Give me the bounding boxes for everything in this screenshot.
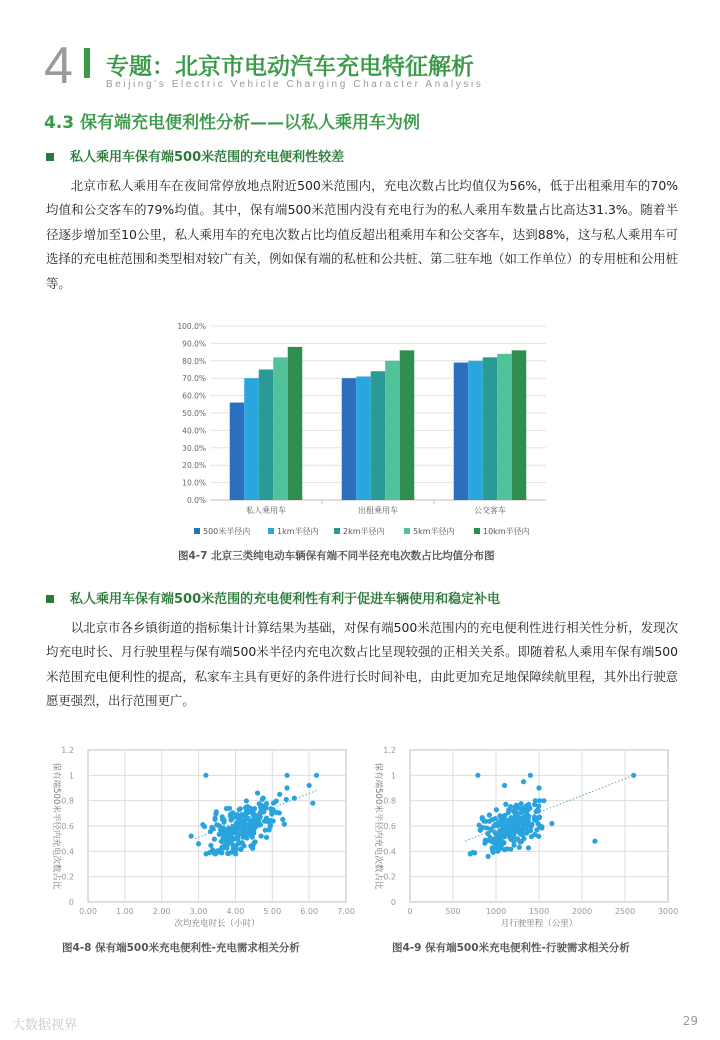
data-point: [314, 773, 319, 778]
y-tick-label: 20.0%: [182, 461, 206, 471]
data-point: [221, 838, 226, 843]
bar: [356, 376, 371, 500]
data-point: [526, 845, 531, 850]
data-point: [258, 822, 263, 827]
data-point: [263, 828, 268, 833]
data-point: [223, 845, 228, 850]
data-point: [255, 790, 260, 795]
y-tick-label: 0.2: [61, 872, 74, 882]
data-point: [502, 783, 507, 788]
legend-swatch: [194, 528, 200, 534]
data-point: [271, 800, 276, 805]
data-point: [501, 840, 506, 845]
y-tick-label: 0.6: [383, 822, 396, 831]
legend-label: 10km半径内: [483, 527, 530, 536]
data-point: [515, 814, 520, 819]
x-tick-label: 1000: [485, 907, 507, 916]
data-point: [237, 807, 242, 812]
x-axis-title: 月行驶里程（公里）: [500, 919, 578, 929]
y-axis-title: 保有端500米半径内充电次数占比: [373, 762, 383, 890]
data-point: [212, 817, 217, 822]
y-tick-label: 0: [68, 898, 74, 907]
data-point: [230, 842, 235, 847]
x-axis-title: 次均充电时长（小时）: [174, 919, 260, 929]
data-point: [536, 785, 541, 790]
data-point: [539, 825, 544, 830]
data-point: [490, 845, 495, 850]
data-point: [490, 817, 495, 822]
x-tick-label: 3.00: [189, 907, 208, 916]
data-point: [532, 832, 537, 837]
x-tick-label: 5.00: [263, 907, 282, 916]
y-tick-label: 0.4: [61, 847, 74, 857]
y-tick-label: 10.0%: [182, 478, 206, 488]
data-point: [282, 822, 287, 827]
x-tick-label: 2500: [614, 907, 636, 916]
data-point: [264, 835, 269, 840]
watermark-logo: 大数据视界: [12, 1018, 78, 1033]
bar: [497, 354, 512, 500]
bar: [468, 361, 483, 500]
data-point: [240, 840, 245, 845]
data-point: [219, 850, 224, 855]
data-point: [528, 824, 533, 829]
data-point: [251, 816, 256, 821]
y-tick-label: 1: [390, 771, 396, 781]
data-point: [522, 819, 527, 824]
data-point: [517, 845, 522, 850]
data-point: [631, 773, 636, 778]
bar: [273, 357, 288, 500]
data-point: [492, 830, 497, 835]
data-point: [280, 817, 285, 822]
bar: [483, 357, 498, 500]
y-tick-label: 80.0%: [182, 356, 206, 366]
data-point: [238, 823, 243, 828]
block2-paragraph: 以北京市各乡镇街道的指标集计计算结果为基础，对保有端500米范围内的充电便利性进行相关性分析，发现次均充电时长、月行驶里程与保有端500米半径内充电次数占比呈现较强的正相关关系。即随着私人乘用车保有端500米范围充电便利性的提高，私家车主具有更好的条件进行长时间补电，由此更加充足地保障续航里程，其外出行驶意愿更强烈，出行范围更广。: [46, 620, 678, 709]
data-point: [533, 798, 538, 803]
x-tick-label: 4.00: [226, 907, 245, 916]
data-point: [229, 812, 234, 817]
y-tick-label: 0.0%: [186, 496, 206, 505]
block1-paragraph: 北京市私人乘用车在夜间常停放地点附近500米范围内，充电次数占比均值仅为56%，低于出租乘用车的70%均值和公交客车的79%均值。其中，保有端500米范围内没有充电行为的私人乘用车数量占比高达31.3%。随着半径逐步增加至10公里，私人乘用车的充电次数占比均值反超出租乘用车和公交客车，达到88%，这与私人乘用车可选择的充电桩范围和类型相对较广有关，例如保有端的私桩和公共桩、第二驻车地（如工作单位）的专用桩和公用桩等。: [46, 178, 678, 291]
x-category-label: 私人乘用车: [246, 506, 286, 515]
data-point: [482, 841, 487, 846]
bar: [259, 370, 274, 501]
y-tick-label: 50.0%: [182, 409, 206, 418]
data-point: [503, 802, 508, 807]
data-point: [491, 850, 496, 855]
y-tick-label: 100.0%: [177, 322, 206, 331]
scatter-chart-fig4-8: [40, 740, 358, 936]
x-tick-label: 1500: [528, 907, 550, 916]
bar: [512, 350, 527, 500]
data-point: [521, 836, 526, 841]
legend-swatch: [334, 528, 340, 534]
data-point: [526, 807, 531, 812]
data-point: [189, 834, 194, 839]
data-point: [510, 836, 515, 841]
page-number: 29: [682, 1014, 698, 1028]
y-tick-label: 70.0%: [182, 374, 206, 384]
scatter-chart-fig4-9: [362, 740, 680, 936]
y-tick-label: 60.0%: [182, 391, 206, 401]
data-point: [212, 837, 217, 842]
data-point: [196, 841, 201, 846]
bullet-square-icon: [46, 153, 54, 161]
data-point: [214, 822, 219, 827]
y-tick-label: 0: [390, 898, 396, 907]
legend-label: 2km半径内: [343, 527, 385, 536]
data-point: [519, 801, 524, 806]
caption-fig4-8: 图4-8 保有端500米充电便利性-充电需求相关分析: [62, 942, 300, 954]
bar: [385, 361, 400, 500]
y-tick-label: 0.8: [383, 796, 396, 806]
x-tick-label: 0.00: [79, 907, 97, 916]
data-point: [481, 818, 486, 823]
data-point: [221, 833, 226, 838]
data-point: [592, 839, 597, 844]
y-tick-label: 0.6: [61, 822, 74, 831]
legend-label: 500米半径内: [203, 527, 251, 536]
data-point: [259, 803, 264, 808]
data-point: [502, 834, 507, 839]
data-point: [532, 814, 537, 819]
data-point: [518, 827, 523, 832]
data-point: [268, 824, 273, 829]
data-point: [214, 809, 219, 814]
x-tick-label: 2.00: [152, 907, 171, 916]
data-point: [260, 797, 265, 802]
data-point: [245, 804, 250, 809]
data-point: [268, 818, 273, 823]
data-point: [224, 806, 229, 811]
y-tick-label: 30.0%: [182, 443, 206, 453]
data-point: [229, 849, 234, 854]
block2-heading: [46, 588, 500, 607]
chapter-title: 专题：北京市电动汽车充电特征解析: [106, 54, 474, 80]
y-tick-label: 1.2: [61, 746, 74, 755]
bar: [342, 378, 357, 500]
legend-swatch: [268, 528, 274, 534]
data-point: [259, 833, 264, 838]
y-axis-title: 保有端500米半径内充电次数占比: [51, 762, 61, 890]
x-category-label: 出租乘用车: [358, 506, 398, 515]
legend-label: 1km半径内: [277, 527, 319, 536]
x-category-label: 公交客车: [474, 506, 506, 515]
bar: [400, 350, 415, 500]
data-point: [222, 818, 227, 823]
data-point: [238, 847, 243, 852]
data-point: [310, 801, 315, 806]
data-point: [485, 854, 490, 859]
data-point: [514, 805, 519, 810]
x-tick-label: 7.00: [337, 907, 355, 916]
section-title: 4.3 保有端充电便利性分析——以私人乘用车为例: [44, 113, 421, 133]
block1-heading-text: 私人乘用车保有端500米范围的充电便利性较差: [70, 150, 345, 165]
data-point: [524, 830, 529, 835]
data-point: [244, 798, 249, 803]
caption-fig4-9: 图4-9 保有端500米充电便利性-行驶需求相关分析: [392, 942, 630, 954]
data-point: [248, 843, 253, 848]
data-point: [536, 808, 541, 813]
bar: [230, 403, 245, 500]
data-point: [284, 773, 289, 778]
data-point: [226, 826, 231, 831]
data-point: [528, 773, 533, 778]
data-point: [234, 814, 239, 819]
data-point: [494, 807, 499, 812]
data-point: [501, 828, 506, 833]
y-tick-label: 0.2: [383, 872, 396, 882]
data-point: [251, 810, 256, 815]
y-tick-label: 0.8: [61, 796, 74, 806]
y-tick-label: 0.4: [383, 847, 396, 857]
data-point: [213, 851, 218, 856]
data-point: [475, 773, 480, 778]
block2-heading-text: 私人乘用车保有端500米范围的充电便利性有利于促进车辆使用和稳定补电: [70, 592, 501, 607]
data-point: [203, 773, 208, 778]
data-point: [505, 828, 510, 833]
data-point: [233, 836, 238, 841]
data-point: [307, 783, 312, 788]
caption-fig4-7: 图4-7 北京三类纯电动车辆保有端不同半径充电次数占比均值分布图: [178, 550, 495, 562]
data-point: [202, 824, 207, 829]
x-tick-label: 6.00: [300, 907, 319, 916]
data-point: [208, 843, 213, 848]
data-point: [284, 797, 289, 802]
data-point: [521, 805, 526, 810]
x-tick-label: 500: [445, 907, 461, 916]
x-tick-label: 0: [407, 907, 413, 916]
bar: [454, 363, 469, 500]
data-point: [262, 819, 267, 824]
data-point: [521, 779, 526, 784]
data-point: [504, 846, 509, 851]
x-tick-label: 2000: [571, 907, 593, 916]
data-point: [506, 807, 511, 812]
chapter-accent-bar: [84, 48, 90, 78]
data-point: [277, 792, 282, 797]
data-point: [245, 810, 250, 815]
y-tick-label: 40.0%: [182, 426, 206, 436]
data-point: [536, 803, 541, 808]
legend-swatch: [404, 528, 410, 534]
data-point: [264, 801, 269, 806]
data-point: [468, 851, 473, 856]
data-point: [485, 831, 490, 836]
chapter-number: 4: [44, 37, 73, 95]
bar-chart-fig4-7: [150, 312, 570, 548]
y-tick-label: 1: [68, 771, 74, 781]
data-point: [251, 831, 256, 836]
legend-swatch: [474, 528, 480, 534]
data-point: [496, 820, 501, 825]
bar: [244, 378, 259, 500]
y-tick-label: 1.2: [383, 746, 396, 755]
bullet-square-icon: [46, 595, 54, 603]
data-point: [227, 832, 232, 837]
chapter-subtitle: Beijing's Electric Vehicle Charging Character Analysis: [106, 79, 484, 90]
y-tick-label: 90.0%: [182, 339, 206, 349]
data-point: [495, 847, 500, 852]
bar: [371, 371, 386, 500]
data-point: [487, 812, 492, 817]
block1-heading: [46, 146, 344, 165]
data-point: [209, 825, 214, 830]
bar: [288, 347, 303, 500]
legend-label: 5km半径内: [413, 527, 455, 536]
x-tick-label: 3000: [657, 907, 679, 916]
data-point: [242, 828, 247, 833]
data-point: [207, 850, 212, 855]
data-point: [490, 840, 495, 845]
x-tick-label: 1.00: [115, 907, 134, 916]
data-point: [549, 821, 554, 826]
data-point: [284, 785, 289, 790]
data-point: [508, 815, 513, 820]
